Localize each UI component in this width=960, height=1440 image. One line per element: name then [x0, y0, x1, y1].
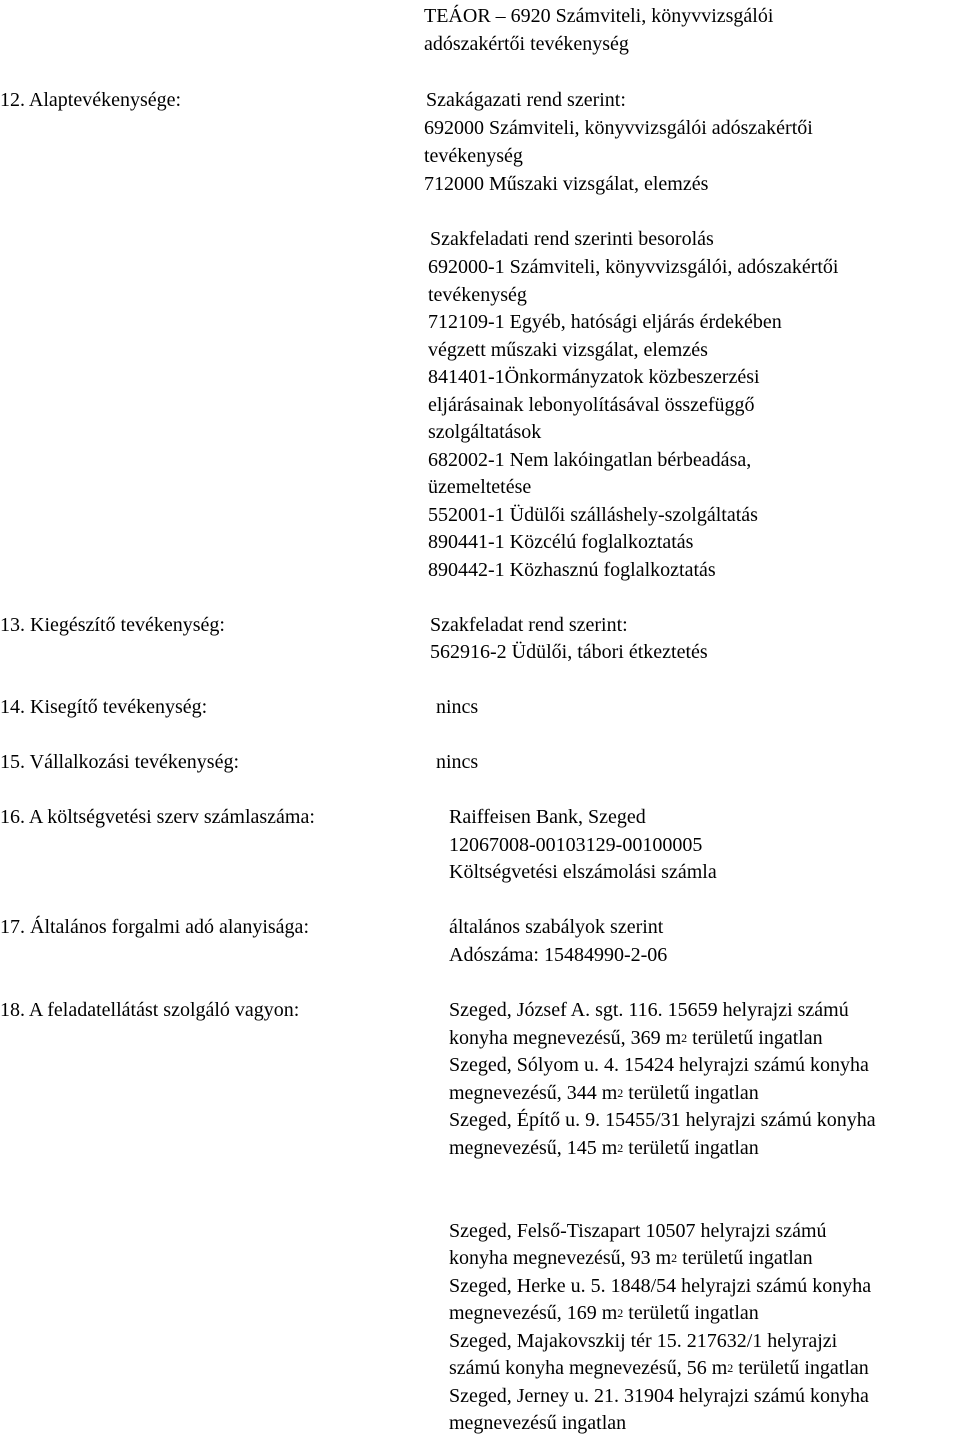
szakfeladat-line: eljárásainak lebonyolításával összefüggő	[428, 394, 755, 416]
section-15-label: 15. Vállalkozási tevékenység:	[0, 751, 240, 773]
property-line: számú konyha megnevezésű, 56 $m^2$ területű ingatlan	[449, 1357, 869, 1379]
property-line: megnevezésű, 169 $m^2$ területű ingatlan	[449, 1302, 759, 1324]
section-17-line: Adószáma: 15484990-2-06	[449, 944, 668, 966]
section-16-label: 16. A költségvetési szerv számlaszáma:	[0, 806, 315, 828]
superscript-2: 2	[727, 1361, 734, 1375]
property-line: Szeged, Jerney u. 21. 31904 helyrajzi számú konyha	[449, 1385, 869, 1407]
section-13-line: 562916-2 Üdülői, tábori étkeztetés	[430, 641, 708, 663]
section-17-line: általános szabályok szerint	[449, 916, 664, 938]
property-line: Szeged, Építő u. 9. 15455/31 helyrajzi számú konyha	[449, 1109, 876, 1131]
szakfeladat-line: 692000-1 Számviteli, könyvvizsgálói, adószakértői	[428, 256, 839, 278]
szakfeladat-line: 552001-1 Üdülői szálláshely-szolgáltatás	[428, 504, 758, 526]
section-18-label: 18. A feladatellátást szolgáló vagyon:	[0, 999, 300, 1021]
section-13-line: Szakfeladat rend szerint:	[430, 614, 628, 636]
section-12-line: 712000 Műszaki vizsgálat, elemzés	[424, 173, 709, 195]
property-line: konyha megnevezésű, 93 $m^2$ területű ingatlan	[449, 1247, 813, 1269]
szakfeladat-line: szolgáltatások	[428, 421, 542, 443]
superscript-2: 2	[617, 1086, 624, 1100]
property-line: Szeged, Sólyom u. 4. 15424 helyrajzi számú konyha	[449, 1054, 869, 1076]
szakfeladat-line: tevékenység	[428, 284, 527, 306]
property-line: megnevezésű ingatlan	[449, 1412, 627, 1434]
superscript-2: 2	[671, 1251, 678, 1265]
szakfeladat-line: 712109-1 Egyéb, hatósági eljárás érdekében	[428, 311, 782, 333]
section-16-line: Raiffeisen Bank, Szeged	[449, 806, 646, 828]
szakfeladat-line: 841401-1Önkormányzatok közbeszerzési	[428, 366, 760, 388]
section-12-line: Szakágazati rend szerint:	[426, 89, 626, 111]
section-12-label: 12. Alaptevékenysége:	[0, 89, 182, 111]
szakfeladat-line: üzemeltetése	[428, 476, 532, 498]
section-13-label: 13. Kiegészítő tevékenység:	[0, 614, 225, 636]
property-line: Szeged, Majakovszkij tér 15. 217632/1 helyrajzi	[449, 1330, 838, 1352]
szakfeladat-line: 890441-1 Közcélú foglalkoztatás	[428, 531, 694, 553]
szakfeladat-line: 682002-1 Nem lakóingatlan bérbeadása,	[428, 449, 752, 471]
section-15-value: nincs	[436, 751, 479, 773]
property-line: megnevezésű, 145 $m^2$ területű ingatlan	[449, 1137, 759, 1159]
section-12-line: tevékenység	[424, 145, 523, 167]
property-line: Szeged, Herke u. 5. 1848/54 helyrajzi számú konyha	[449, 1275, 872, 1297]
property-line: megnevezésű, 344 $m^2$ területű ingatlan	[449, 1082, 759, 1104]
superscript-2: 2	[617, 1306, 624, 1320]
szakfeladat-line: végzett műszaki vizsgálat, elemzés	[428, 339, 708, 361]
section-12-line: 692000 Számviteli, könyvvizsgálói adószakértői	[424, 117, 813, 139]
szakfeladat-line: Szakfeladati rend szerinti besorolás	[430, 228, 714, 250]
teaor-line: adószakértői tevékenység	[424, 33, 629, 55]
property-line: konyha megnevezésű, 369 $m^2$ területű ingatlan	[449, 1027, 823, 1049]
property-line: Szeged, József A. sgt. 116. 15659 helyrajzi számú	[449, 999, 849, 1021]
superscript-2: 2	[617, 1141, 624, 1155]
section-16-line: Költségvetési elszámolási számla	[449, 861, 717, 883]
property-line: Szeged, Felső-Tiszapart 10507 helyrajzi számú	[449, 1220, 827, 1242]
section-17-label: 17. Általános forgalmi adó alanyisága:	[0, 916, 309, 938]
section-14-value: nincs	[436, 696, 479, 718]
szakfeladat-line: 890442-1 Közhasznú foglalkoztatás	[428, 559, 716, 581]
section-14-label: 14. Kisegítő tevékenység:	[0, 696, 208, 718]
superscript-2: 2	[681, 1031, 688, 1045]
section-16-line: 12067008-00103129-00100005	[449, 834, 703, 856]
teaor-line: TEÁOR – 6920 Számviteli, könyvvizsgálói	[424, 5, 774, 27]
